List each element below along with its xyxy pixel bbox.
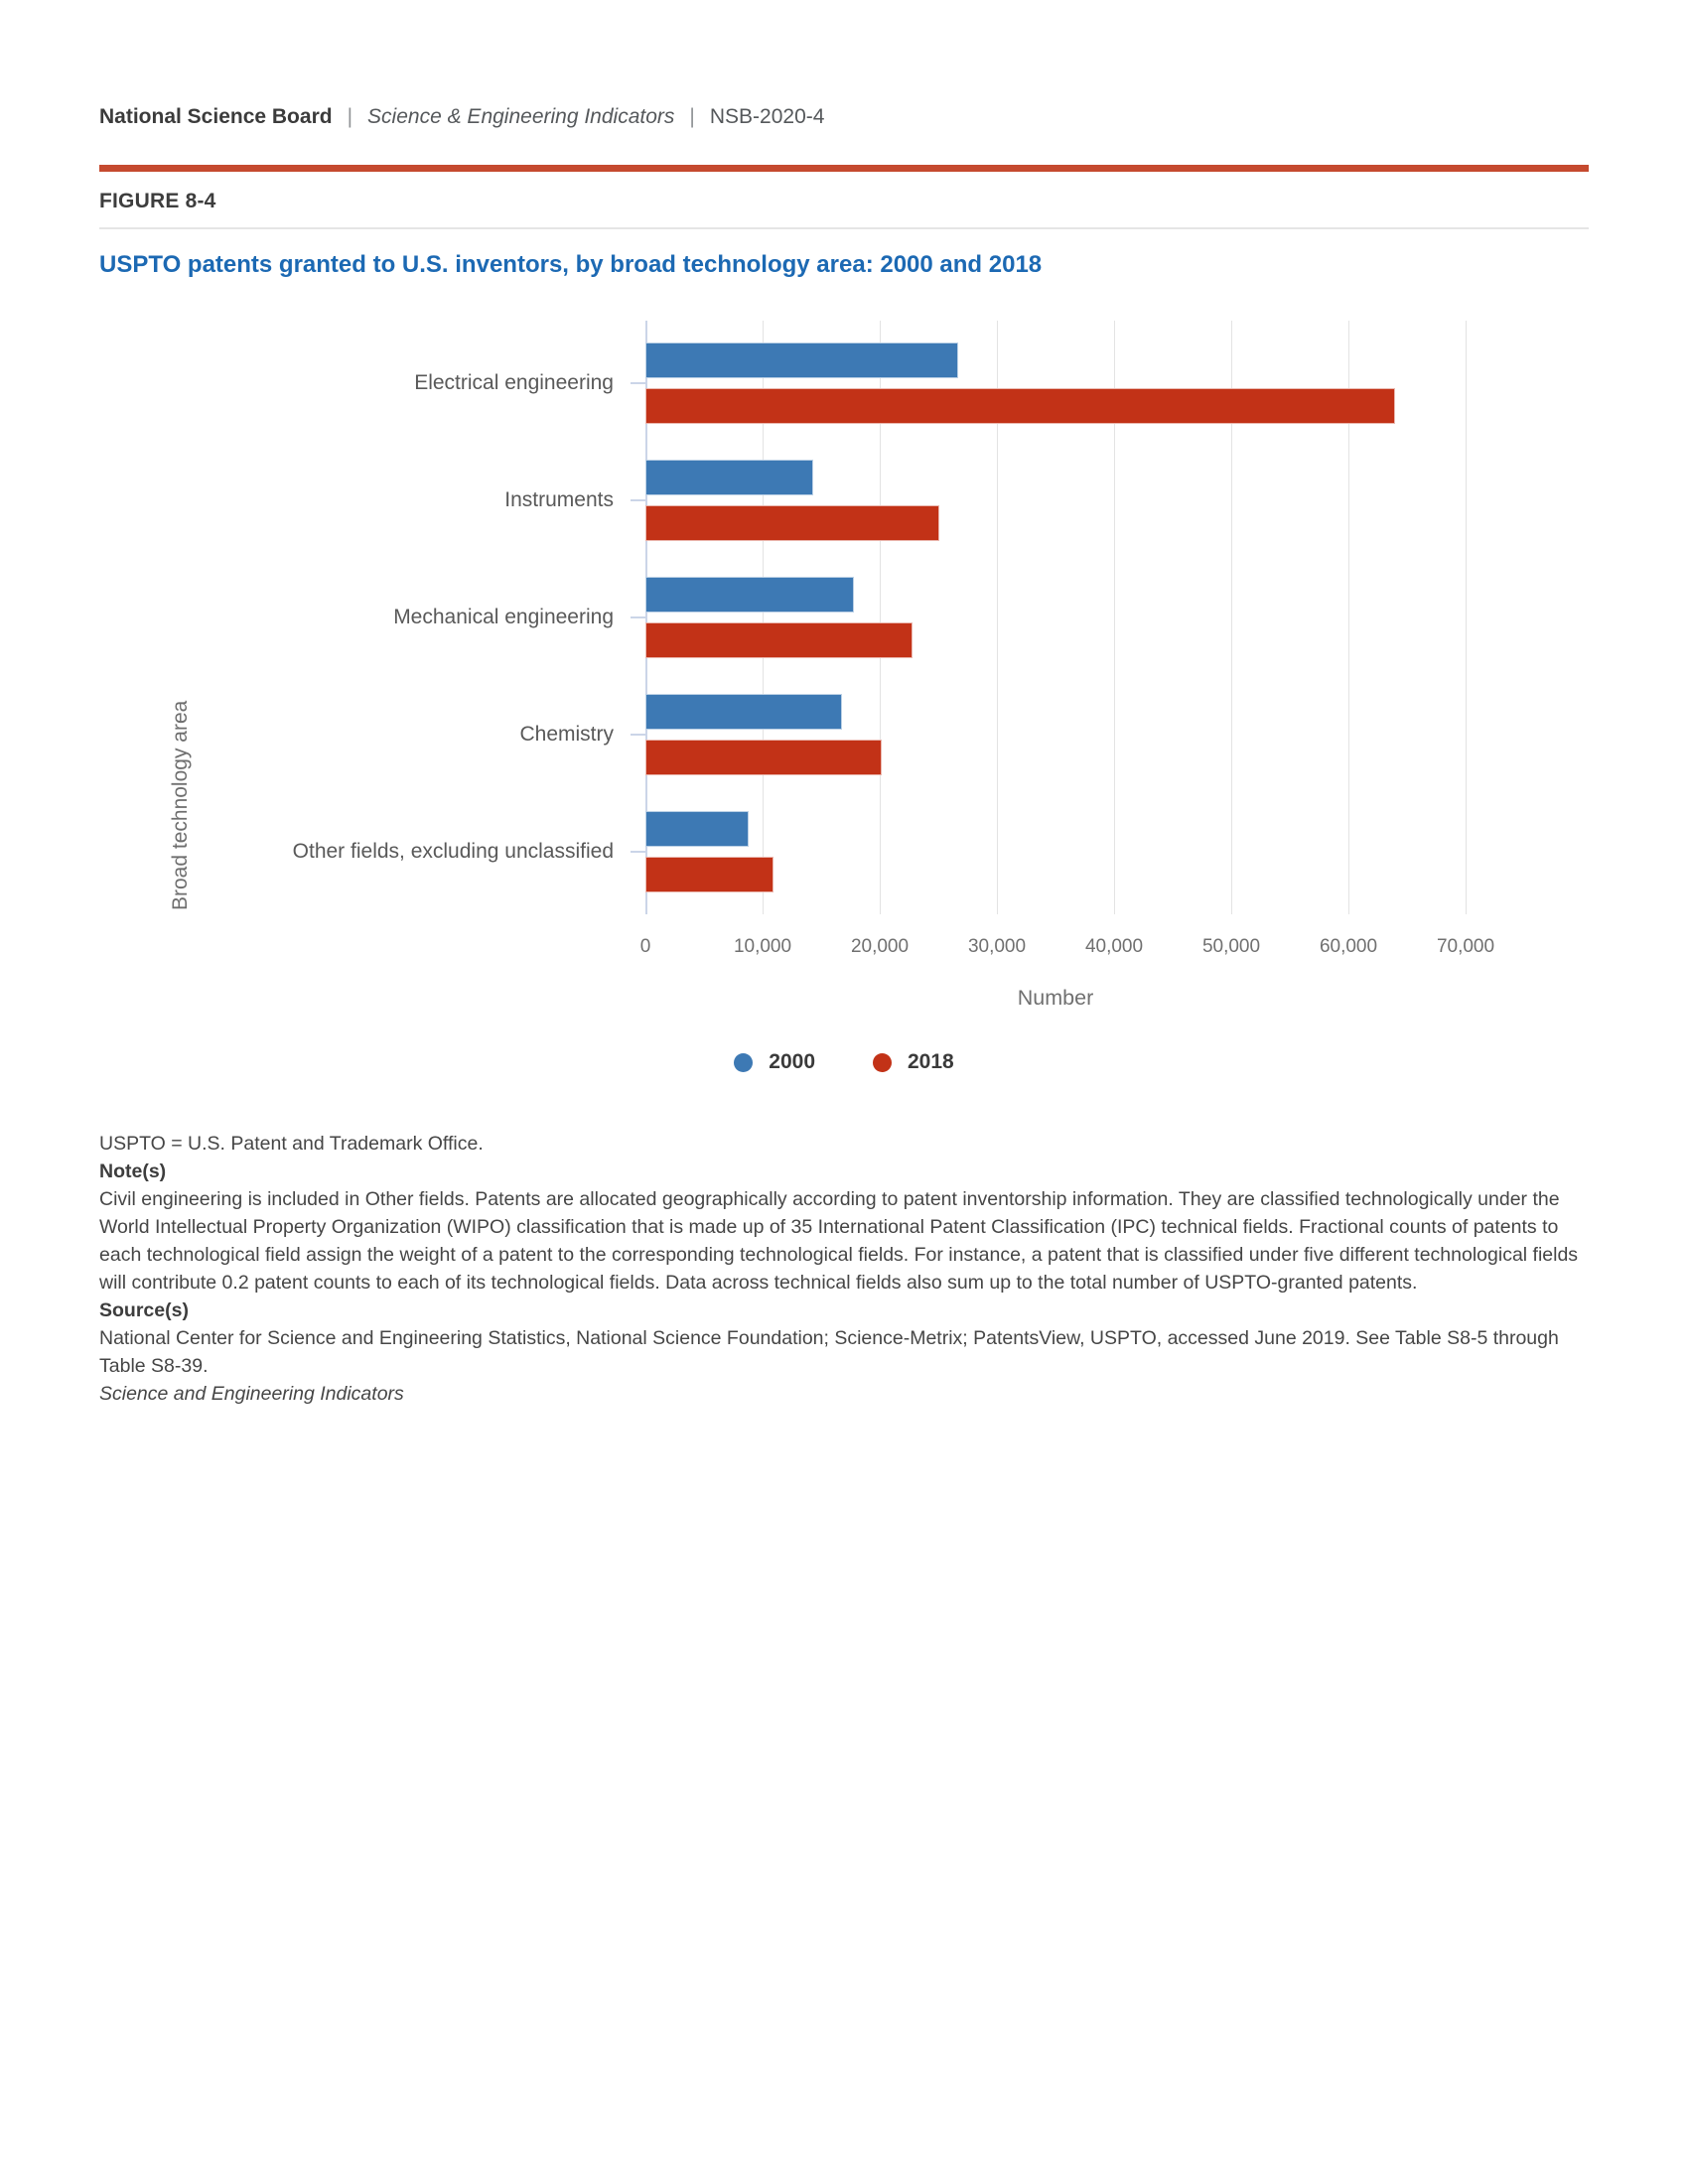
legend-label: 2000 bbox=[769, 1050, 815, 1073]
bar-2000[interactable] bbox=[645, 577, 854, 613]
figure-label: FIGURE 8-4 bbox=[99, 190, 216, 212]
chart-row bbox=[99, 325, 1589, 442]
header-publication: Science & Engineering Indicators bbox=[367, 105, 675, 128]
bar-2018[interactable] bbox=[645, 740, 882, 775]
legend-dot-icon bbox=[873, 1053, 892, 1072]
category-tick bbox=[631, 616, 645, 618]
publication-name: Science and Engineering Indicators bbox=[99, 1383, 404, 1405]
notes-heading: Note(s) bbox=[99, 1160, 167, 1182]
bar-2018[interactable] bbox=[645, 388, 1395, 424]
category-label: Other fields, excluding unclassified bbox=[292, 839, 614, 863]
legend-item-2018[interactable] bbox=[873, 1050, 954, 1074]
header-report-code: NSB-2020-4 bbox=[709, 105, 825, 128]
bar-chart bbox=[99, 325, 1589, 1074]
chart-row bbox=[99, 793, 1589, 910]
x-tick-label: 60,000 bbox=[1319, 936, 1378, 957]
bar-2018[interactable] bbox=[645, 857, 774, 892]
x-tick-label: 40,000 bbox=[1084, 936, 1144, 957]
category-label: Electrical engineering bbox=[414, 370, 614, 394]
source-text: National Center for Science and Engineering Statistics, National Science Foundation; Science-Metrix; PatentsView, USPTO, accessed June 2019. See Table S8-5 through Table S8-39. bbox=[99, 1327, 1559, 1377]
legend-dot-icon bbox=[734, 1053, 753, 1072]
category-label: Mechanical engineering bbox=[393, 605, 614, 628]
bar-group bbox=[645, 442, 1509, 559]
bar-group bbox=[645, 676, 1509, 793]
legend-label: 2018 bbox=[908, 1050, 954, 1073]
category-tick bbox=[631, 382, 645, 384]
source-heading: Source(s) bbox=[99, 1299, 189, 1321]
header-separator: | bbox=[347, 105, 353, 128]
category-tick bbox=[631, 851, 645, 853]
figure-footnotes bbox=[99, 1130, 1589, 1408]
divider-rule bbox=[99, 227, 1589, 229]
bar-2018[interactable] bbox=[645, 505, 939, 541]
accent-rule bbox=[99, 165, 1589, 172]
notes-text: Civil engineering is included in Other fields. Patents are allocated geographically according to patent inventorship information. They are classified technologically under the World Intellectual Property Organization (WIPO) classification that is made up of 35 International Patent Classification (IPC) technical fields. Fractional counts of patents to each technological field assign the weight of a patent to the corresponding technological fields. For instance, a patent that is classified under five different technological fields will contribute 0.2 patent counts to each of its technological fields. Data across technical fields also sum up to the total number of USPTO-granted patents. bbox=[99, 1188, 1579, 1294]
x-axis-ticks bbox=[639, 936, 1495, 962]
category-label: Chemistry bbox=[519, 722, 614, 746]
bar-2000[interactable] bbox=[645, 694, 842, 730]
abbreviation-note: USPTO = U.S. Patent and Trademark Office. bbox=[99, 1133, 484, 1155]
bar-2000[interactable] bbox=[645, 342, 958, 378]
bar-group bbox=[645, 793, 1509, 910]
x-tick-label: 20,000 bbox=[850, 936, 910, 957]
category-tick bbox=[631, 734, 645, 736]
bar-2000[interactable] bbox=[645, 811, 749, 847]
plot-area bbox=[99, 325, 1589, 910]
header-brand: National Science Board bbox=[99, 105, 333, 128]
bar-2000[interactable] bbox=[645, 460, 813, 495]
y-axis-label: Broad technology area bbox=[169, 700, 192, 910]
category-tick bbox=[631, 499, 645, 501]
chart-row bbox=[99, 559, 1589, 676]
header-separator: | bbox=[689, 105, 695, 128]
x-tick-label: 50,000 bbox=[1201, 936, 1261, 957]
bar-group bbox=[645, 559, 1509, 676]
category-label: Instruments bbox=[504, 487, 614, 511]
chart-rows bbox=[99, 325, 1589, 910]
x-axis-label: Number bbox=[1017, 986, 1094, 1010]
bar-group bbox=[645, 325, 1509, 442]
page-header bbox=[99, 105, 1589, 129]
x-tick-label: 70,000 bbox=[1436, 936, 1495, 957]
chart-legend bbox=[99, 1050, 1589, 1074]
x-tick-label: 0 bbox=[639, 936, 651, 957]
chart-row bbox=[99, 676, 1589, 793]
x-tick-label: 10,000 bbox=[733, 936, 792, 957]
bar-2018[interactable] bbox=[645, 622, 913, 658]
legend-item-2000[interactable] bbox=[734, 1050, 815, 1074]
x-tick-label: 30,000 bbox=[967, 936, 1027, 957]
figure-title: USPTO patents granted to U.S. inventors, by broad technology area: 2000 and 2018 bbox=[99, 251, 1043, 278]
chart-row bbox=[99, 442, 1589, 559]
